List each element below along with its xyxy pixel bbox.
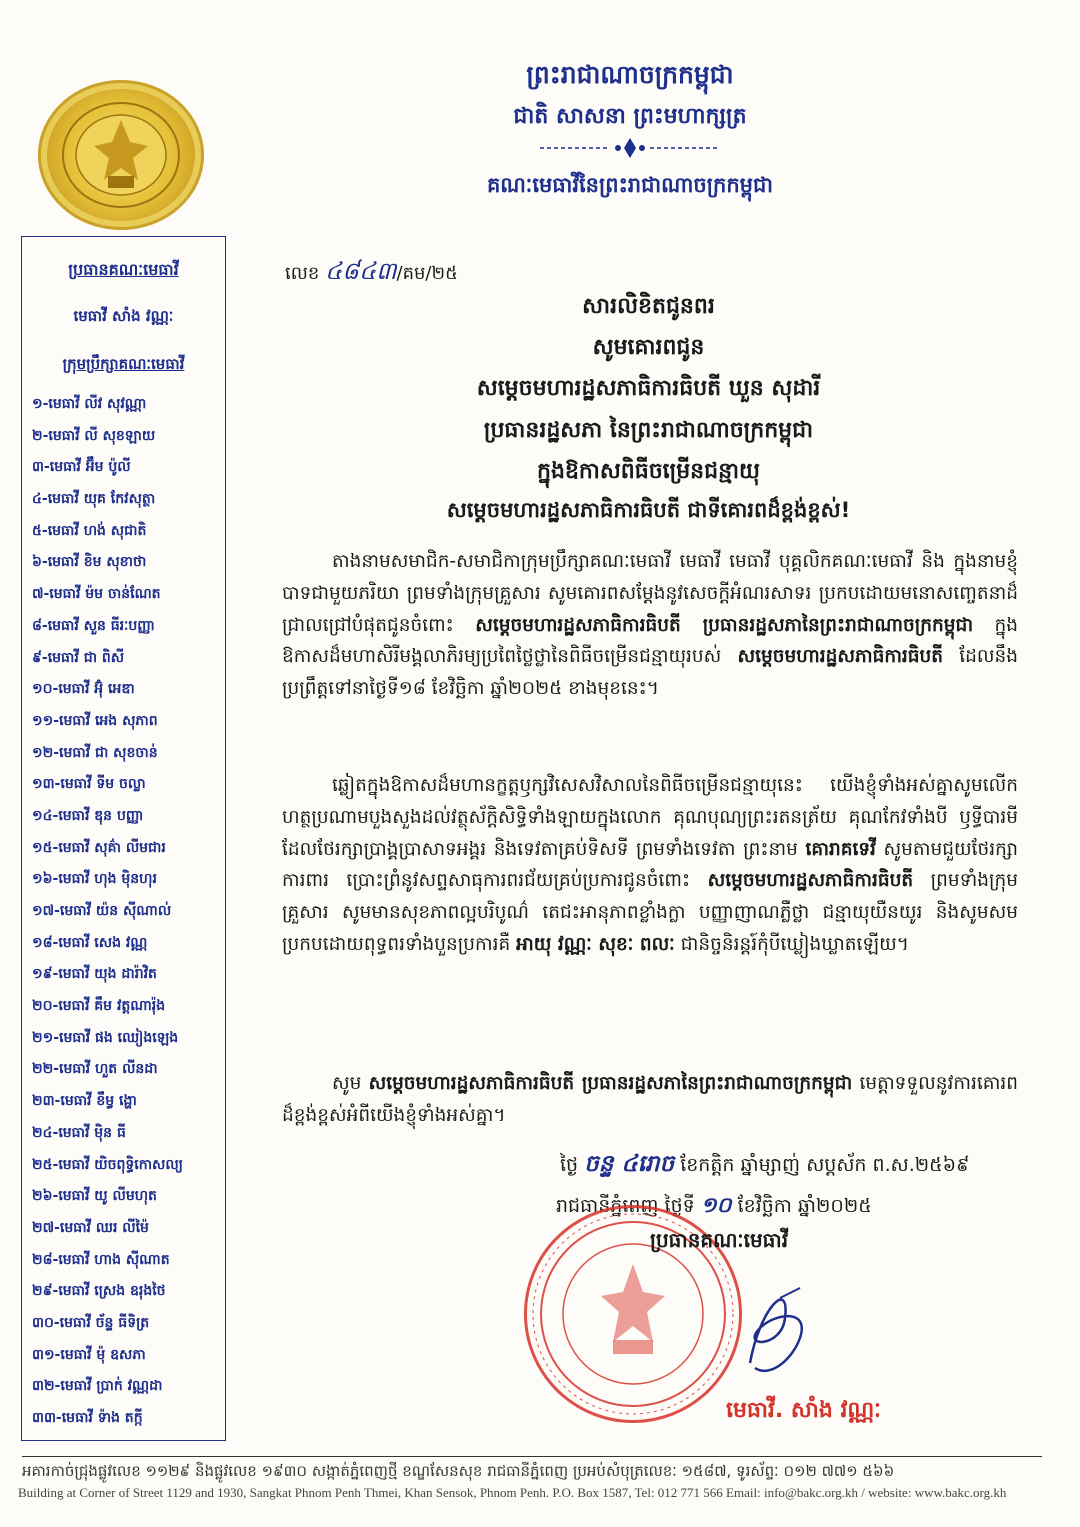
bar-association-seal	[38, 80, 204, 230]
salutation: សូមគោរពជូន	[592, 335, 705, 360]
recipient-name: សម្តេចមហារដ្ឋសភាធិការធិបតី ឃួន សុដារី	[476, 376, 821, 401]
signatory-title: ប្រធានគណៈមេធាវី	[650, 1228, 789, 1252]
paragraph-2: ឆ្លៀតក្នុងឱកាសដ៏មហានក្ខត្តឫក្សវិសេសវិសាលនៃពិធីចម្រើនជន្មាយុនេះ យើងខ្ញុំទាំងអស់គ្នាសូមលើកហត្ថប្រណាមបួងសួងដល់វត្ថុស័ក្តិសិទ្ធិទាំងឡាយក្នុងលោក គុណបុណ្យព្រះរតនត្រ័យ គុណកែវទាំងបី ឫទ្ធីបារមីដែលថែរក្សាប្រាង្គប្រាសាទអង្គរ និងទេវតាគ្រប់ទិសទី ព្រមទាំងទេវតា ព្រះនាម គោរាគទេវី សូមតាមជួយថែរក្សា ការពារ ប្រោះព្រំនូវសព្ទសាធុការពរជ័យគ្រប់ប្រការជូនចំពោះ សម្តេចមហារដ្ឋសភាធិការធិបតី ព្រមទាំងក្រុមគ្រួសារ សូមមានសុខភាពល្អបរិបូណ៌ តេជះអានុភាពខ្លាំងក្លា បញ្ញាញាណភ្លឺថ្លា ជន្មាយុយឺនយូរ និងសូមសមប្រកបដោយពុទ្ធពរទាំងបួនប្រការគឺ អាយុ វណ្ណៈ សុខៈ ពលៈ ជានិច្ចនិរន្តរ៍កុំបីឃ្លៀងឃ្លាតឡើយ។	[282, 775, 1019, 955]
council-member: ៣០-មេធាវី ច័ន្ទ ធីទិត្រ	[32, 1314, 150, 1331]
council-member: ១-មេធាវី លីវ សុវណ្ណា	[32, 396, 147, 412]
organization-name: គណៈមេធាវីនៃព្រះរាជាណាចក្រកម្ពុជា	[486, 173, 774, 197]
council-member: ១៣-មេធាវី ទីម ចល្លា	[32, 776, 146, 793]
council-member: ២២-មេធាវី ហួត លីនដា	[32, 1061, 158, 1078]
council-member: ៦-មេធាវី ខិម សុខាថា	[32, 554, 147, 571]
solar-date: រាជធានីភ្នំពេញ ថ្ងៃទី ១០ ខែវិច្ឆិកា ឆ្នាំ២០២៥	[556, 1193, 872, 1217]
council-member: ១៤-មេធាវី ឌុន បញ្ញា	[32, 807, 144, 824]
sidebar-president-title: ប្រធានគណៈមេធាវី	[68, 260, 179, 279]
footer-divider	[22, 1456, 1042, 1457]
council-member: ៧-មេធាវី ម៉ម ចាន់ណែត	[32, 586, 161, 603]
signatory-name: មេធាវី. សាំង វណ្ណៈ	[726, 1398, 881, 1423]
council-member: ២-មេធាវី លី សុខឡាយ	[32, 427, 156, 444]
council-member: ២៣-មេធាវី ខឹម្វ ង្ហោ	[32, 1093, 137, 1110]
council-member: ២៨-មេធាវី ហាង ស៊ីណាត	[32, 1251, 170, 1268]
letter-title: សារលិខិតជូនពរ	[582, 294, 715, 319]
recipient-position: ប្រធានរដ្ឋសភា នៃព្រះរាជាណាចក្រកម្ពុជា	[483, 418, 814, 443]
handwritten-day: ១០	[700, 1193, 732, 1217]
council-member: ១៨-មេធាវី សេង វណ្ណ	[32, 934, 148, 951]
handwritten-ref-number: ៤៨៤៣	[325, 257, 397, 285]
council-member: ២១-មេធាវី ផង ឈៀងឡេង	[32, 1029, 179, 1046]
council-member: ២៦-មេធាវី យូ លីមហុត	[32, 1188, 157, 1205]
council-member: ១៩-មេធាវី យុង ដារ៉ាវិត	[32, 966, 157, 983]
ornament-divider	[540, 136, 720, 160]
council-member: ៣១-មេធាវី ម៉ុ ឧសភា	[32, 1346, 146, 1363]
council-member: ២៧-មេធាវី ឈរ លីម៉ៃ	[32, 1219, 149, 1236]
council-member: ២៥-មេធាវី យិចពុទ្ធិកោសល្យ	[32, 1156, 183, 1173]
footer-address-english: Building at Corner of Street 1129 and 1930, Sangkat Phnom Penh Thmei, Khan Sensok, Phnom Penh. P.O. Box 1587, Tel: 012 771 566 Email: info@bakc.org.kh / website: www.bakc.org.kh	[18, 1485, 1007, 1500]
council-member: ២០-មេធាវី គឹម វត្តណារ៉ុង	[32, 998, 166, 1015]
kingdom-title: ព្រះរាជាណាចក្រកម្ពុជា	[526, 60, 734, 89]
lunar-date: ថ្ងៃ ចន្ទ ៤រោច ខែកត្តិក ឆ្នាំម្សាញ់ សប្តស័ក ព.ស.២៥៦៩	[560, 1151, 970, 1177]
council-member: ១៦-មេធាវី ហុង ម៉ិនហុរ	[32, 871, 157, 888]
council-member: ៤-មេធាវី យុគ កែវសុត្ថា	[32, 491, 156, 508]
council-member: ១៥-មេធាវី សុគ៌ា លីមជារ	[32, 839, 166, 856]
council-member: ៣២-មេធាវី ប្រាក់ វណ្ណដា	[32, 1378, 163, 1395]
council-member: ៥-មេធាវី ហង់ សុជាតិ	[32, 522, 147, 539]
reference-number: លេខ ៤៨៤៣/គម/២៥	[285, 257, 458, 285]
council-member: ៨-មេធាវី សួន ធីរៈបញ្ញា	[32, 617, 155, 634]
council-member: ២៤-មេធាវី ម៉ិន ធី	[32, 1124, 126, 1141]
council-sidebar	[21, 236, 226, 1441]
footer-address-khmer: អគារកាច់ជ្រុងផ្លូវលេខ ១១២៩ និងផ្លូវលេខ ១៩៣០ សង្កាត់ភ្នំពេញថ្មី ខណ្ឌសែនសុខ រាជធានីភ្នំពេញ ប្រអប់សំបុត្រលេខៈ ១៥៨៧, ទូរស័ព្ទៈ ០១២ ៧៧១ ៥៦៦	[22, 1462, 895, 1480]
council-member: ២៩-មេធាវី ស្រេង ឧរុងថៃ	[32, 1283, 166, 1300]
council-member: ៣៣-មេធាវី ទ៉ាង តក្កី	[32, 1410, 143, 1426]
occasion: ក្នុងឱកាសពិធីចម្រើនជន្មាយុ	[536, 459, 760, 484]
council-member: ១៧-មេធាវី យ៉ន ស៊ីណាល់	[32, 903, 172, 919]
council-member: ១១-មេធាវី អេង សុភាព	[32, 712, 158, 729]
sidebar-president-name: មេធាវី សាំង វណ្ណៈ	[73, 307, 174, 325]
national-motto: ជាតិ សាសនា ព្រះមហាក្សត្រ	[513, 104, 747, 129]
paragraph-3: សូម សម្តេចមហារដ្ឋសភាធិការធិបតី ប្រធានរដ្ឋសភានៃព្រះរាជាណាចក្រកម្ពុជា មេត្តាទទួលនូវការគោរពដ៏ខ្ពង់ខ្ពស់អំពីយើងខ្ញុំទាំងអស់គ្នា។	[282, 1073, 1018, 1126]
council-member: ១០-មេធាវី អ៊ុំ អេឌា	[32, 681, 135, 698]
handwritten-lunar-day: ចន្ទ ៤រោច	[584, 1151, 675, 1177]
council-member: ១២-មេធាវី ជា សុខចាន់	[32, 744, 158, 761]
handwritten-signature	[730, 1268, 820, 1388]
greeting-line: សម្តេចមហារដ្ឋសភាធិការធិបតី ជាទីគោរពដ៏ខ្ពង់ខ្ពស់!	[446, 498, 851, 522]
council-member: ៣-មេធាវី អ៊ឹម ប៉ូលី	[32, 459, 131, 476]
council-member: ៩-មេធាវី ជា ពិសី	[32, 649, 125, 666]
council-member-list	[32, 389, 222, 1435]
sidebar-council-title: ក្រុមប្រឹក្សាគណៈមេធាវី	[62, 355, 185, 373]
paragraph-1: តាងនាមសមាជិក-សមាជិកាក្រុមប្រឹក្សាគណៈមេធាវី មេធាវី មេធាវី បុគ្គលិកគណៈមេធាវី និង ក្នុងនាមខ្ញុំបាទជាមួយភរិយា ព្រមទាំងក្រុមគ្រួសារ សូមគោរពសម្តែងនូវសេចក្តីអំណរសាទរ ប្រកបដោយមនោសញ្ចេតនាដ៏ជ្រាលជ្រៅបំផុតជូនចំពោះ សម្តេចមហារដ្ឋសភាធិការធិបតី ប្រធានរដ្ឋសភានៃព្រះរាជាណាចក្រកម្ពុជា ក្នុងឱកាសដ៏មហាសិរីមង្គលាភិរម្យប្រពៃថ្លៃថ្លានៃពិធីចម្រើនជន្មាយុរបស់ សម្តេចមហារដ្ឋសភាធិការធិបតី ដែលនឹងប្រព្រឹត្តទៅនាថ្ងៃទី១៨ ខែវិច្ឆិកា ឆ្នាំ២០២៥ ខាងមុខនេះ។	[282, 551, 1018, 700]
